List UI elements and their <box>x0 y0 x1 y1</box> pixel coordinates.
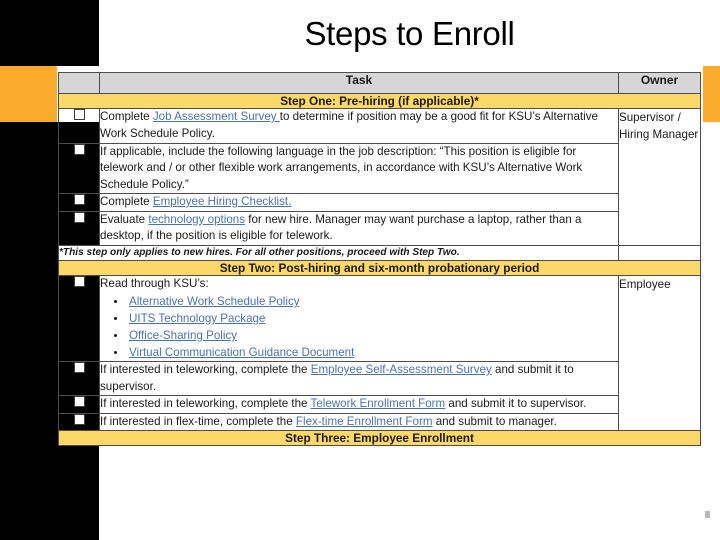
table-row <box>59 413 701 431</box>
checkbox-icon[interactable] <box>74 212 85 223</box>
task-checkbox-cell[interactable] <box>59 143 100 194</box>
table-header <box>59 73 701 94</box>
owner-cell <box>619 211 701 245</box>
checkbox-icon[interactable] <box>74 144 85 155</box>
list-item[interactable] <box>127 344 618 361</box>
task-text: to determine if position may be a good fit for KSU’s Alternative Work Schedule Policy. <box>100 110 598 140</box>
task-checkbox-cell[interactable] <box>59 109 100 144</box>
task-link[interactable]: Employee Hiring Checklist. <box>152 195 292 208</box>
task-link[interactable]: Alternative Work Schedule Policy <box>129 295 300 308</box>
task-description-cell <box>100 413 619 431</box>
owner-cell <box>619 143 701 194</box>
decoration-orange-left-block <box>0 66 57 122</box>
column-header-task: Task <box>100 73 619 94</box>
task-description-cell <box>100 396 619 414</box>
task-description-cell <box>100 275 619 362</box>
step-header-row <box>59 431 701 446</box>
checkbox-icon[interactable] <box>74 414 85 425</box>
task-link[interactable]: Flex-time Enrollment Form <box>295 414 433 428</box>
task-text: Evaluate <box>100 212 149 226</box>
step-header-label: Step Two: Post-hiring and six-month probationary period <box>59 260 701 275</box>
task-text: and submit it to supervisor. <box>445 397 587 410</box>
task-text: Complete <box>100 195 153 208</box>
owner-cell <box>619 413 701 431</box>
checkbox-icon[interactable] <box>74 396 85 407</box>
column-header-owner: Owner <box>619 73 701 94</box>
task-link[interactable]: technology options <box>148 212 246 226</box>
task-text: for new hire. Manager may want purchase a laptop, rather than a desktop, if the position is eligible for telework. <box>100 212 582 242</box>
column-header-checkbox <box>59 73 100 94</box>
task-link[interactable]: UITS Technology Package <box>129 312 266 325</box>
step-header-label: Step Three: Employee Enrollment <box>59 431 701 446</box>
task-description-cell <box>100 211 619 245</box>
task-text: Read through KSU’s: <box>100 276 209 290</box>
checkbox-icon[interactable] <box>74 109 85 120</box>
task-checkbox-cell[interactable] <box>59 362 100 396</box>
table-row <box>59 211 701 245</box>
owner-cell <box>619 396 701 414</box>
table-row <box>59 194 701 212</box>
list-item[interactable] <box>127 310 618 327</box>
task-link[interactable]: Virtual Communication Guidance Document <box>129 346 355 359</box>
task-link[interactable]: Employee Self-Assessment Survey <box>310 363 492 376</box>
task-text: If applicable, include the following language in the job description: “This position is eligible for telework and / or other flexible work arrangements, in accordance with KSU’s Alternative Work Schedule Policy.” <box>100 144 583 191</box>
task-link-list <box>100 293 618 361</box>
task-checkbox-cell[interactable] <box>59 194 100 212</box>
table-row <box>59 143 701 194</box>
footnote-text: *This step only applies to new hires. For all other positions, proceed with Step Two. <box>59 245 619 260</box>
checkbox-icon[interactable] <box>74 194 85 205</box>
decoration-black-top-bar <box>0 0 99 66</box>
task-link[interactable]: Telework Enrollment Form <box>310 397 446 410</box>
table-row <box>59 396 701 414</box>
task-checkbox-cell[interactable] <box>59 211 100 245</box>
footnote-row <box>59 245 701 260</box>
table-row <box>59 362 701 396</box>
decoration-gray-dot <box>705 511 710 518</box>
page-title: Steps to Enroll <box>304 15 515 52</box>
table-body <box>59 94 701 446</box>
task-text: If interested in flex-time, complete the <box>100 414 296 428</box>
task-description-cell <box>100 109 619 144</box>
owner-cell: Supervisor / Hiring Manager <box>619 109 701 144</box>
step-header-row <box>59 94 701 109</box>
task-text: Complete <box>100 110 153 123</box>
task-description-cell <box>100 194 619 212</box>
task-text: If interested in teleworking, complete the <box>100 363 311 376</box>
decoration-orange-right-block <box>703 66 720 122</box>
task-description-cell <box>100 143 619 194</box>
task-checkbox-cell[interactable] <box>59 275 100 362</box>
task-link[interactable]: Office-Sharing Policy <box>129 329 238 342</box>
task-checkbox-cell[interactable] <box>59 413 100 431</box>
table-header-row <box>59 73 701 94</box>
task-text: If interested in teleworking, complete the <box>100 397 311 410</box>
table-row <box>59 109 701 144</box>
task-link[interactable]: Job Assessment Survey <box>152 110 280 123</box>
owner-cell <box>619 362 701 396</box>
owner-cell: Employee <box>619 275 701 362</box>
task-description-cell <box>100 362 619 396</box>
task-text: and submit it to supervisor. <box>100 363 574 393</box>
task-text: and submit to manager. <box>432 414 557 428</box>
task-checkbox-cell[interactable] <box>59 396 100 414</box>
owner-cell <box>619 194 701 212</box>
checkbox-icon[interactable] <box>74 276 85 287</box>
enrollment-steps-table-wrapper <box>58 72 701 446</box>
enrollment-steps-table <box>58 72 701 446</box>
step-header-row <box>59 260 701 275</box>
footnote-owner-cell <box>619 245 701 260</box>
table-row <box>59 275 701 362</box>
list-item[interactable] <box>127 327 618 344</box>
checkbox-icon[interactable] <box>74 362 85 373</box>
list-item[interactable] <box>127 293 618 310</box>
step-header-label: Step One: Pre-hiring (if applicable)* <box>59 94 701 109</box>
